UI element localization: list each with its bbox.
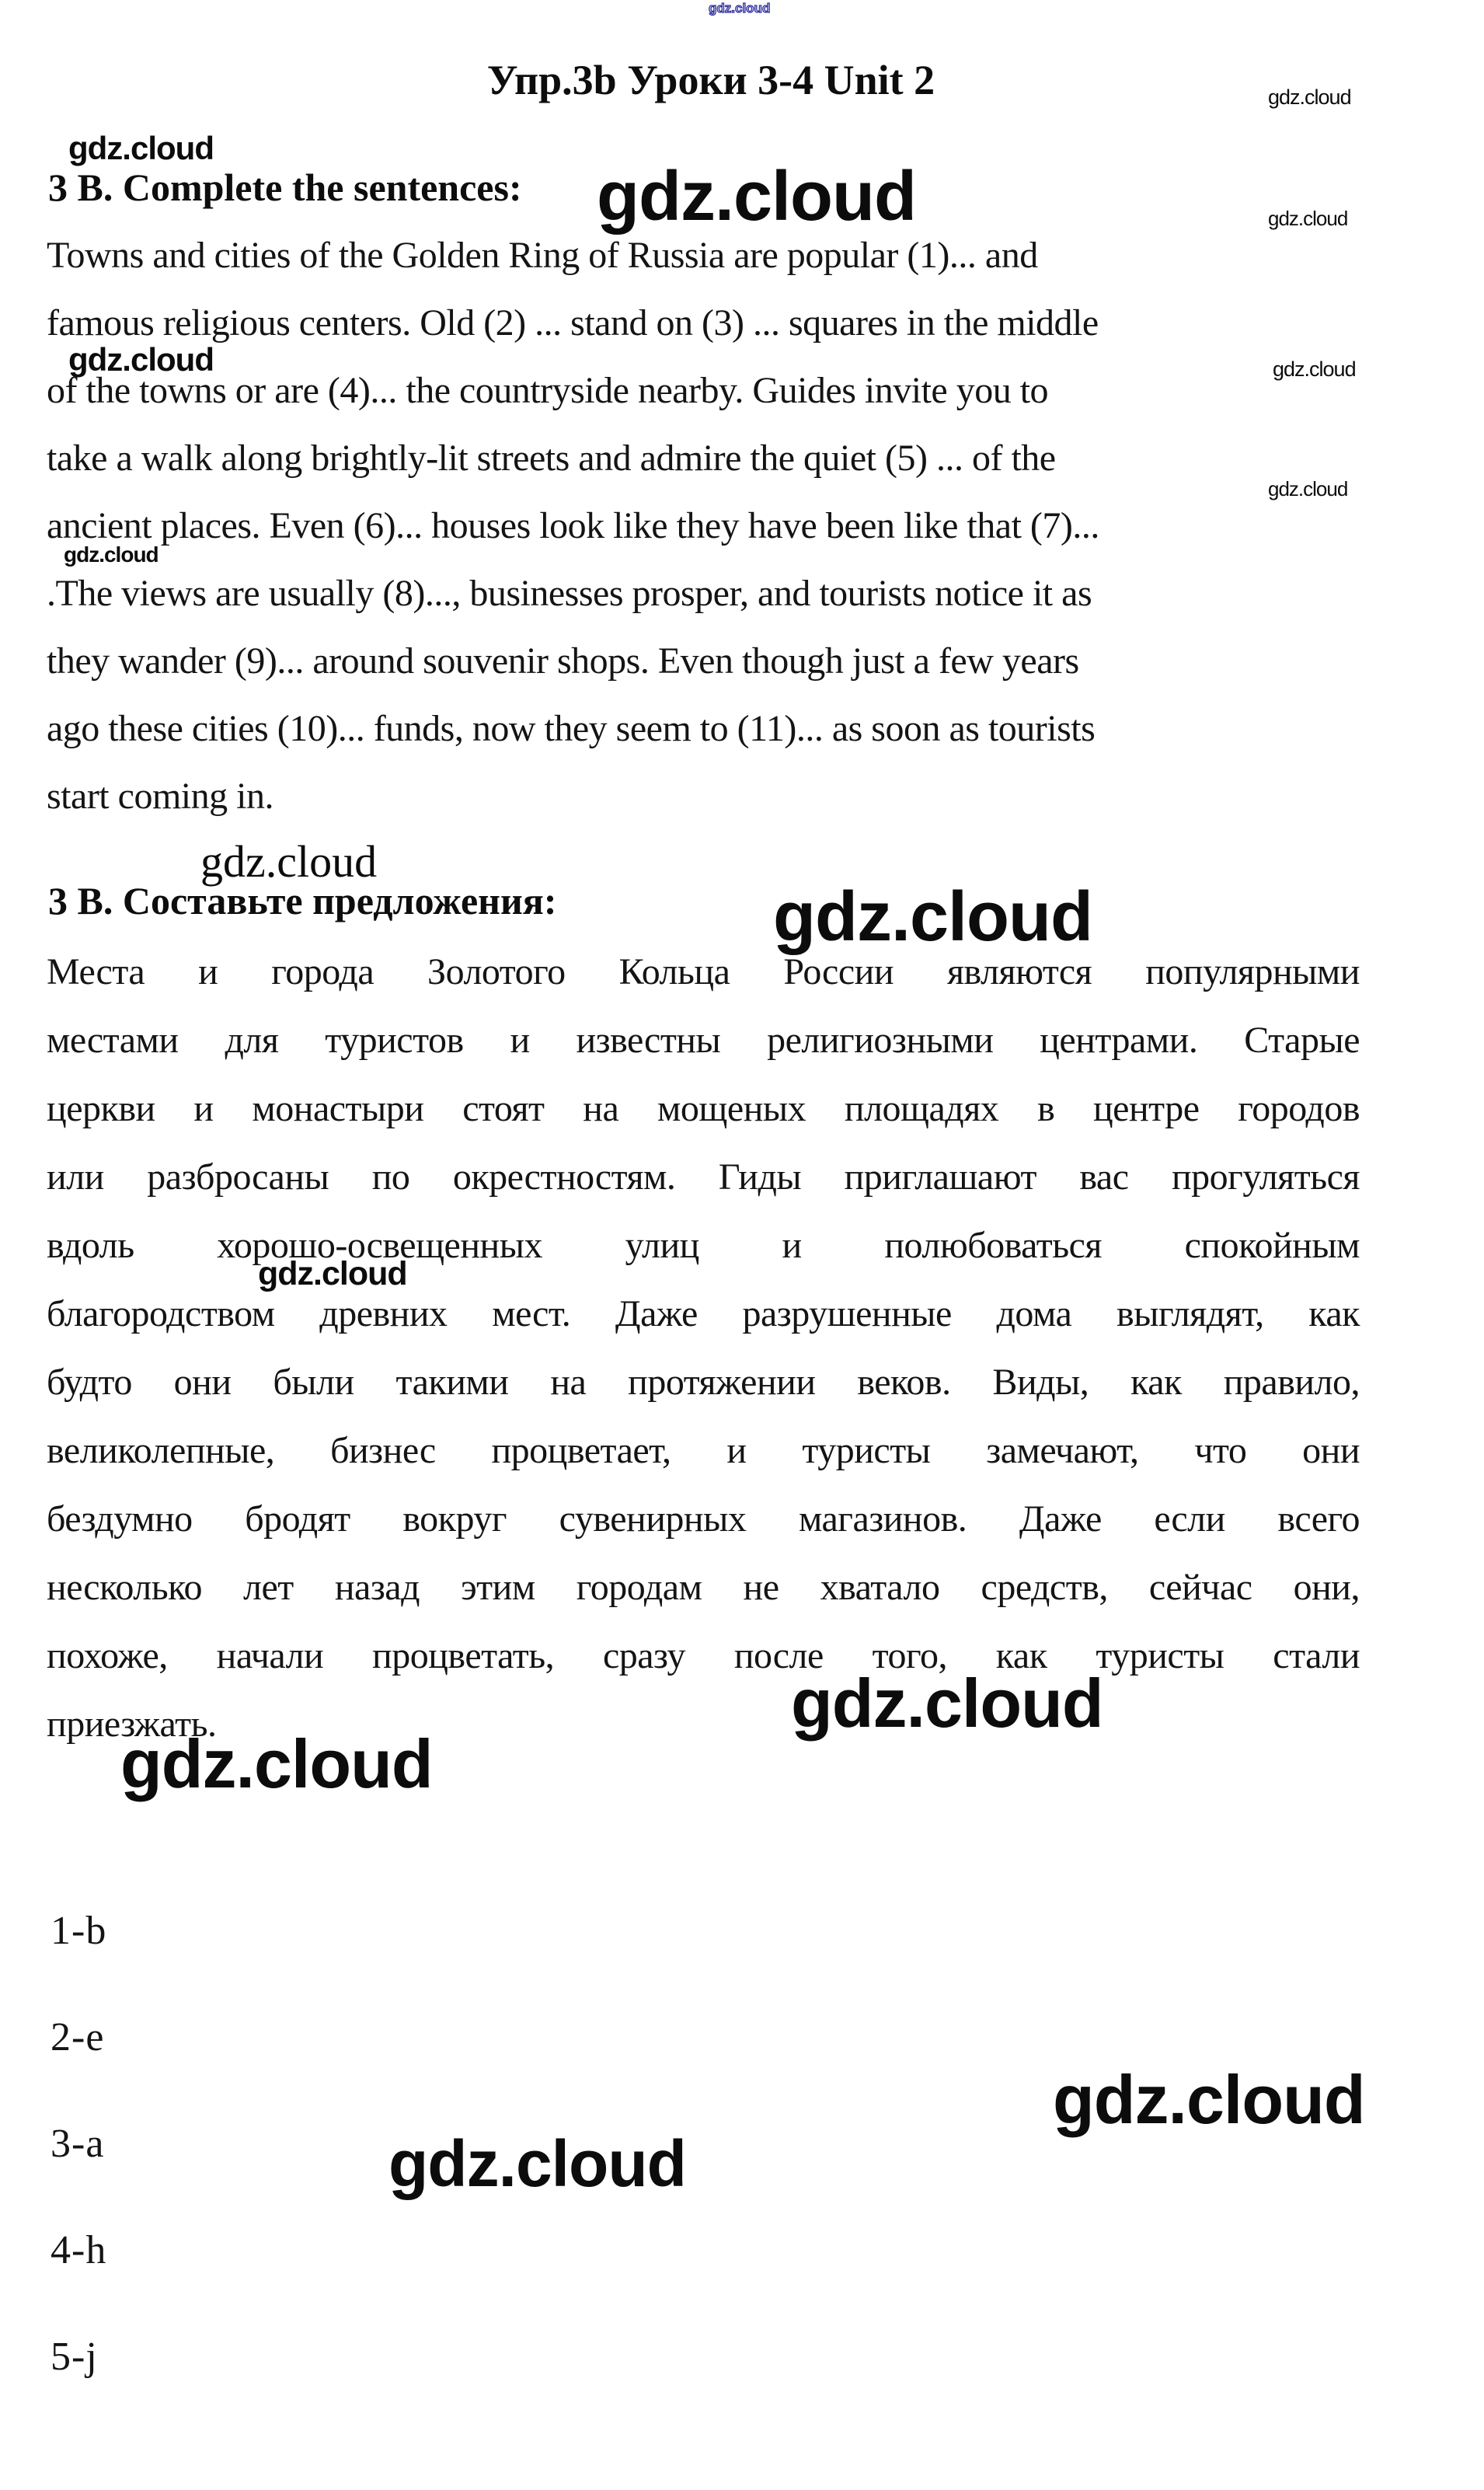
answer-item: 3-a: [51, 2122, 105, 2166]
watermark-gdz-cloud: gdz.cloud: [1273, 357, 1356, 381]
text-line: великолепные, бизнес процветает, и туристы замечают, что они: [47, 1430, 1360, 1471]
task-heading-english: 3 B. Complete the sentences:: [48, 166, 522, 209]
watermark-gdz-cloud: gdz.cloud: [597, 158, 916, 235]
watermark-gdz-cloud: gdz.cloud: [200, 836, 378, 887]
text-line: start coming in.: [47, 776, 273, 817]
text-line: they wander (9)... around souvenir shops. Even though just a few years: [47, 640, 1079, 682]
text-line: будто они были такими на протяжении веков. Виды, как правило,: [47, 1362, 1360, 1403]
text-line: .The views are usually (8)..., businesses prosper, and tourists notice it as: [47, 573, 1092, 614]
watermark-gdz-cloud: gdz.cloud: [64, 542, 159, 567]
watermark-gdz-cloud: gdz.cloud: [709, 1, 771, 16]
text-line: вдоль хорошо-освещенных улиц и полюбоваться спокойным: [47, 1225, 1360, 1266]
watermark-gdz-cloud: gdz.cloud: [68, 341, 214, 378]
watermark-gdz-cloud: gdz.cloud: [1268, 477, 1348, 500]
watermark-gdz-cloud: gdz.cloud: [791, 1665, 1103, 1742]
text-line: церкви и монастыри стоят на мощеных площадях в центре городов: [47, 1088, 1360, 1129]
text-line: Towns and cities of the Golden Ring of Russia are popular (1)... and: [47, 235, 1038, 276]
watermark-gdz-cloud: gdz.cloud: [388, 2127, 686, 2200]
watermark-gdz-cloud: gdz.cloud: [258, 1255, 407, 1292]
text-line: благородством древних мест. Даже разрушенные дома выглядят, как: [47, 1293, 1360, 1334]
task-heading-russian: 3 В. Составьте предложения:: [48, 879, 557, 922]
text-line: похоже, начали процветать, сразу после того, как туристы стали: [47, 1635, 1360, 1676]
watermark-gdz-cloud: gdz.cloud: [68, 130, 214, 166]
answer-item: 4-h: [51, 2228, 107, 2272]
text-line: приезжать.: [47, 1704, 217, 1745]
watermark-gdz-cloud: gdz.cloud: [1053, 2061, 1365, 2138]
text-line: famous religious centers. Old (2) ... stand on (3) ... squares in the middle: [47, 302, 1099, 344]
text-line: take a walk along brightly-lit streets and admire the quiet (5) ... of the: [47, 438, 1056, 479]
answer-item: 2-e: [51, 2015, 105, 2059]
text-line: несколько лет назад этим городам не хватало средств, сейчас они,: [47, 1567, 1360, 1608]
watermark-gdz-cloud: gdz.cloud: [120, 1725, 433, 1802]
watermark-gdz-cloud: gdz.cloud: [773, 878, 1092, 956]
text-line: ancient places. Even (6)... houses look like they have been like that (7)...: [47, 505, 1099, 546]
answer-item: 1-b: [51, 1909, 107, 1953]
text-line: ago these cities (10)... funds, now they seem to (11)... as soon as tourists: [47, 708, 1096, 749]
text-line: of the towns or are (4)... the countryside nearby. Guides invite you to: [47, 370, 1049, 411]
text-line: Места и города Золотого Кольца России являются популярными: [47, 951, 1360, 992]
answer-item: 5-j: [51, 2335, 98, 2379]
page-title: Упр.3b Уроки 3-4 Unit 2: [486, 57, 935, 103]
text-line: местами для туристов и известны религиозными центрами. Старые: [47, 1020, 1360, 1061]
text-line: или разбросаны по окрестностям. Гиды приглашают вас прогуляться: [47, 1156, 1360, 1198]
watermark-gdz-cloud: gdz.cloud: [1268, 85, 1351, 109]
text-line: бездумно бродят вокруг сувенирных магазинов. Даже если всего: [47, 1498, 1360, 1540]
watermark-gdz-cloud: gdz.cloud: [1268, 207, 1348, 230]
